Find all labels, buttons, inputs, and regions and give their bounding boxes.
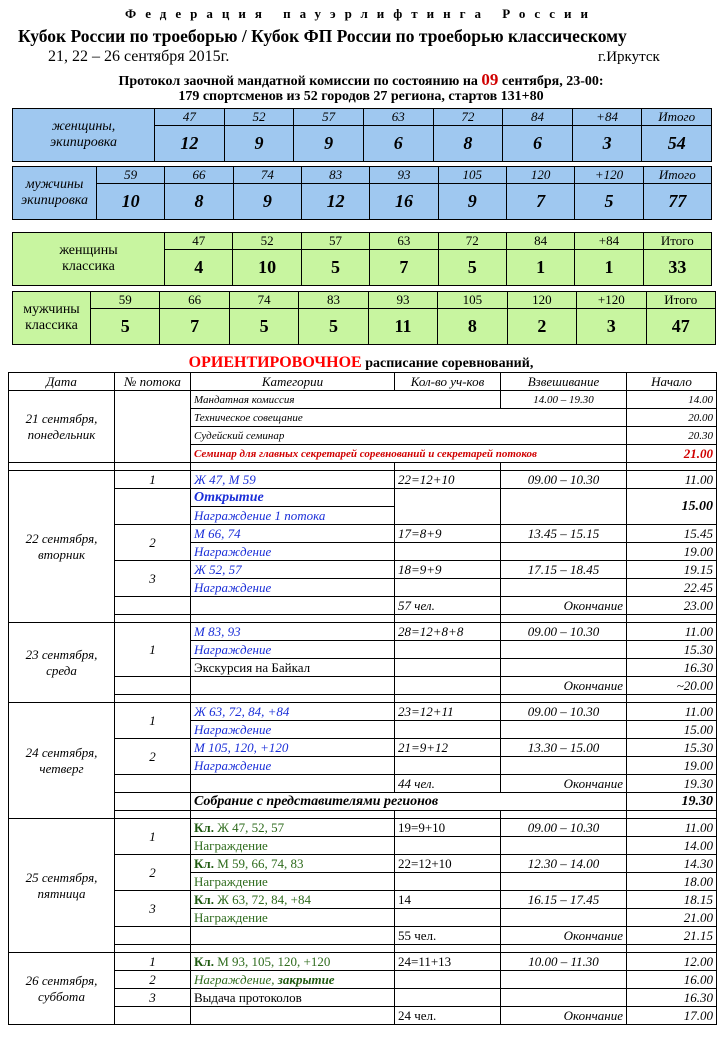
start-cell: 15.30 bbox=[627, 641, 717, 659]
classic-prefix: Кл. bbox=[194, 953, 214, 969]
weight-class: 105 bbox=[438, 167, 506, 184]
start-cell: 19.00 bbox=[627, 543, 717, 561]
table-row bbox=[9, 971, 717, 989]
count-cell bbox=[395, 659, 501, 677]
men-classic-table bbox=[12, 291, 716, 345]
flow-cell bbox=[115, 597, 191, 615]
start-cell: 22.45 bbox=[627, 579, 717, 597]
count-cell: 19=9+10 bbox=[395, 819, 501, 837]
count-cell: 5 bbox=[438, 250, 506, 286]
count-cell bbox=[395, 989, 501, 1007]
flow-cell: 2 bbox=[115, 525, 191, 561]
count-cell: 28=12+8+8 bbox=[395, 623, 501, 641]
flow-cell bbox=[115, 775, 191, 793]
start-cell: 19.00 bbox=[627, 757, 717, 775]
weight-class: 57 bbox=[301, 233, 369, 250]
schedule-heading-red: ОРИЕНТИРОВОЧНОЕ bbox=[188, 354, 362, 371]
women-equipped-label bbox=[13, 109, 155, 162]
category-cell: Техническое совещание bbox=[191, 409, 627, 427]
label-line-1: мужчины bbox=[23, 302, 80, 317]
count-cell: 3 bbox=[572, 126, 642, 162]
table-row bbox=[9, 597, 717, 615]
weight-class: 93 bbox=[370, 167, 438, 184]
weight-class: 74 bbox=[229, 292, 298, 309]
women-classic-label bbox=[13, 233, 165, 286]
men-equipped-label bbox=[13, 167, 97, 220]
table-row bbox=[9, 793, 717, 811]
day-date: 21 сентября, bbox=[25, 410, 98, 426]
category-cell bbox=[191, 677, 395, 695]
flow-cell bbox=[115, 1007, 191, 1025]
count-cell: 22=12+10 bbox=[395, 471, 501, 489]
count-cell: 6 bbox=[363, 126, 433, 162]
start-cell: 20.30 bbox=[627, 427, 717, 445]
day-cell-23 bbox=[9, 623, 115, 703]
category-cell: Награждение bbox=[191, 641, 395, 659]
weighin-cell: 09.00 – 10.30 bbox=[501, 703, 627, 721]
col-start: Начало bbox=[627, 373, 717, 391]
count-cell: 5 bbox=[229, 309, 298, 345]
count-cell: 23=12+11 bbox=[395, 703, 501, 721]
start-cell: 18.00 bbox=[627, 873, 717, 891]
start-cell: 17.00 bbox=[627, 1007, 717, 1025]
category-cell: Собрание с представителями регионов bbox=[191, 793, 627, 811]
category-cell: Ж 47, М 59 bbox=[191, 471, 395, 489]
category-cell: Выдача протоколов bbox=[191, 989, 395, 1007]
weight-class: +84 bbox=[572, 109, 642, 126]
document-title: Кубок России по троеборью / Кубок ФП России по троеборью классическому bbox=[18, 26, 627, 46]
count-cell: 9 bbox=[233, 184, 301, 220]
count-cell bbox=[395, 641, 501, 659]
count-cell: 5 bbox=[91, 309, 160, 345]
table-row bbox=[9, 891, 717, 909]
count-cell: 10 bbox=[233, 250, 301, 286]
start-cell: 11.00 bbox=[627, 703, 717, 721]
women-equipped-table bbox=[12, 108, 712, 162]
col-categories: Категории bbox=[191, 373, 395, 391]
count-cell: 6 bbox=[503, 126, 573, 162]
count-cell: 8 bbox=[165, 184, 233, 220]
table-row bbox=[9, 525, 717, 543]
women-classic-table bbox=[12, 232, 712, 286]
weighin-cell bbox=[501, 757, 627, 775]
start-cell: 19.30 bbox=[627, 775, 717, 793]
count-cell: 7 bbox=[160, 309, 229, 345]
start-cell: ~20.00 bbox=[627, 677, 717, 695]
table-row bbox=[9, 1007, 717, 1025]
weight-class: 72 bbox=[433, 109, 503, 126]
table-row bbox=[9, 561, 717, 579]
count-cell: 5 bbox=[301, 250, 369, 286]
weighin-cell bbox=[501, 641, 627, 659]
category-text: Награждение, bbox=[194, 971, 278, 987]
count-cell bbox=[395, 543, 501, 561]
count-cell: 7 bbox=[370, 250, 438, 286]
weighin-cell: 13.30 – 15.00 bbox=[501, 739, 627, 757]
count-cell bbox=[395, 489, 501, 525]
day-date: 25 сентября, bbox=[25, 869, 98, 885]
flow-cell: 1 bbox=[115, 953, 191, 971]
weighin-cell: Окончание bbox=[501, 1007, 627, 1025]
weighin-cell: 10.00 – 11.30 bbox=[501, 953, 627, 971]
classic-prefix: Кл. bbox=[194, 855, 214, 871]
category-cell bbox=[191, 1007, 395, 1025]
weighin-cell bbox=[501, 837, 627, 855]
category-cell: Награждение 1 потока bbox=[191, 507, 395, 525]
count-cell: 44 чел. bbox=[395, 775, 501, 793]
count-cell: 21=9+12 bbox=[395, 739, 501, 757]
category-text: М 59, 66, 74, 83 bbox=[213, 855, 304, 871]
weight-class: 66 bbox=[160, 292, 229, 309]
event-dates: 21, 22 – 26 сентября 2015г. bbox=[48, 48, 230, 65]
category-text: Ж 63, 72, 84, +84 bbox=[213, 891, 311, 907]
start-cell: 16.00 bbox=[627, 971, 717, 989]
count-cell: 14 bbox=[395, 891, 501, 909]
category-cell bbox=[191, 775, 395, 793]
count-cell bbox=[395, 837, 501, 855]
start-cell: 21.00 bbox=[627, 909, 717, 927]
count-cell: 5 bbox=[575, 184, 643, 220]
flow-cell: 2 bbox=[115, 855, 191, 891]
weighin-cell: 09.00 – 10.30 bbox=[501, 471, 627, 489]
start-cell: 11.00 bbox=[627, 819, 717, 837]
category-text: М 93, 105, 120, +120 bbox=[213, 953, 331, 969]
count-cell: 18=9+9 bbox=[395, 561, 501, 579]
start-cell: 15.00 bbox=[627, 489, 717, 525]
count-total: 77 bbox=[643, 184, 711, 220]
weight-class: 120 bbox=[506, 167, 574, 184]
label-line-2: экипировка bbox=[21, 193, 88, 208]
weighin-cell bbox=[501, 721, 627, 739]
day-weekday: суббота bbox=[38, 988, 85, 1004]
table-row bbox=[9, 677, 717, 695]
weight-class: +120 bbox=[577, 292, 646, 309]
weighin-cell: Окончание bbox=[501, 775, 627, 793]
category-cell: М 105, 120, +120 bbox=[191, 739, 395, 757]
start-cell: 15.45 bbox=[627, 525, 717, 543]
protocol-line bbox=[0, 70, 722, 90]
weight-class: 105 bbox=[438, 292, 507, 309]
weighin-cell bbox=[501, 489, 627, 525]
count-cell: 9 bbox=[224, 126, 294, 162]
men-classic-label bbox=[13, 292, 91, 345]
col-flow: № потока bbox=[115, 373, 191, 391]
start-cell: 21.00 bbox=[627, 445, 717, 463]
start-cell: 16.30 bbox=[627, 659, 717, 677]
weighin-cell bbox=[501, 543, 627, 561]
weight-class: 47 bbox=[155, 109, 225, 126]
table-row bbox=[9, 623, 717, 641]
federation-name: Федерация пауэрлифтинга России bbox=[125, 6, 597, 21]
weight-class: 57 bbox=[294, 109, 364, 126]
table-row bbox=[9, 819, 717, 837]
start-cell: 16.30 bbox=[627, 989, 717, 1007]
flow-cell bbox=[115, 489, 191, 525]
category-cell: Награждение bbox=[191, 873, 395, 891]
weight-class: 52 bbox=[224, 109, 294, 126]
category-cell bbox=[191, 971, 395, 989]
col-date: Дата bbox=[9, 373, 115, 391]
men-equipped-table bbox=[12, 166, 712, 220]
category-cell: Семинар для главных секретарей соревнований и секретарей потоков bbox=[191, 445, 627, 463]
count-cell: 1 bbox=[575, 250, 643, 286]
start-cell: 12.00 bbox=[627, 953, 717, 971]
count-cell bbox=[395, 971, 501, 989]
day-date: 26 сентября, bbox=[25, 972, 98, 988]
count-cell bbox=[395, 873, 501, 891]
day-cell-26 bbox=[9, 953, 115, 1025]
category-cell: М 83, 93 bbox=[191, 623, 395, 641]
table-row bbox=[9, 775, 717, 793]
start-cell: 20.00 bbox=[627, 409, 717, 427]
weighin-cell bbox=[501, 873, 627, 891]
table-row bbox=[9, 471, 717, 489]
weight-class: 59 bbox=[91, 292, 160, 309]
count-cell: 11 bbox=[368, 309, 437, 345]
weight-class: +84 bbox=[575, 233, 643, 250]
weight-class: 72 bbox=[438, 233, 506, 250]
table-row bbox=[9, 855, 717, 873]
start-cell: 14.00 bbox=[627, 837, 717, 855]
count-total: 54 bbox=[642, 126, 712, 162]
weight-class: 52 bbox=[233, 233, 301, 250]
weighin-cell: 09.00 – 10.30 bbox=[501, 623, 627, 641]
count-cell: 4 bbox=[165, 250, 233, 286]
weighin-cell bbox=[501, 579, 627, 597]
label-line-2: классика bbox=[62, 259, 115, 274]
start-cell: 14.30 bbox=[627, 855, 717, 873]
count-cell: 24=11+13 bbox=[395, 953, 501, 971]
weight-class: 120 bbox=[507, 292, 576, 309]
weighin-cell: Окончание bbox=[501, 927, 627, 945]
weight-class-total: Итого bbox=[642, 109, 712, 126]
flow-cell: 2 bbox=[115, 971, 191, 989]
weighin-cell bbox=[501, 909, 627, 927]
label-line-1: мужчины bbox=[25, 177, 84, 192]
weighin-cell: 09.00 – 10.30 bbox=[501, 819, 627, 837]
col-weighin: Взвешивание bbox=[501, 373, 627, 391]
weighin-cell: 17.15 – 18.45 bbox=[501, 561, 627, 579]
weighin-cell: 14.00 – 19.30 bbox=[501, 391, 627, 409]
category-cell bbox=[191, 891, 395, 909]
table-row bbox=[9, 703, 717, 721]
count-cell: 17=8+9 bbox=[395, 525, 501, 543]
category-cell: Экскурсия на Байкал bbox=[191, 659, 395, 677]
start-cell: 11.00 bbox=[627, 471, 717, 489]
count-cell bbox=[395, 757, 501, 775]
flow-cell: 3 bbox=[115, 891, 191, 927]
flow-cell: 2 bbox=[115, 739, 191, 775]
table-row bbox=[9, 989, 717, 1007]
count-cell: 7 bbox=[506, 184, 574, 220]
protocol-suffix: сентября, 23-00: bbox=[498, 74, 604, 89]
day-weekday: понедельник bbox=[27, 426, 96, 442]
count-cell: 24 чел. bbox=[395, 1007, 501, 1025]
category-cell: Награждение bbox=[191, 837, 395, 855]
start-cell: 18.15 bbox=[627, 891, 717, 909]
count-cell: 10 bbox=[97, 184, 165, 220]
weight-class: 59 bbox=[97, 167, 165, 184]
weight-class: 93 bbox=[368, 292, 437, 309]
category-cell bbox=[191, 927, 395, 945]
flow-cell: 1 bbox=[115, 623, 191, 677]
weight-class: 84 bbox=[506, 233, 574, 250]
category-cell: Судейский семинар bbox=[191, 427, 627, 445]
event-city: г.Иркутск bbox=[598, 49, 660, 65]
label-line-2: экипировка bbox=[50, 135, 117, 150]
flow-cell: 1 bbox=[115, 819, 191, 855]
category-cell: Награждение bbox=[191, 757, 395, 775]
category-cell: Ж 63, 72, 84, +84 bbox=[191, 703, 395, 721]
count-cell: 16 bbox=[370, 184, 438, 220]
day-weekday: пятница bbox=[37, 885, 86, 901]
schedule-heading bbox=[0, 354, 722, 372]
count-cell: 22=12+10 bbox=[395, 855, 501, 873]
classic-prefix: Кл. bbox=[194, 891, 214, 907]
col-count: Кол-во уч-ков bbox=[395, 373, 501, 391]
category-cell: Награждение bbox=[191, 579, 395, 597]
protocol-prefix: Протокол заочной мандатной комиссии по состоянию на bbox=[118, 74, 482, 89]
count-cell: 55 чел. bbox=[395, 927, 501, 945]
weighin-cell bbox=[501, 659, 627, 677]
weight-class-total: Итого bbox=[643, 233, 711, 250]
count-total: 33 bbox=[643, 250, 711, 286]
day-date: 23 сентября, bbox=[25, 646, 98, 662]
category-cell: М 66, 74 bbox=[191, 525, 395, 543]
day-date: 22 сентября, bbox=[25, 530, 98, 546]
weighin-cell bbox=[501, 989, 627, 1007]
count-cell bbox=[395, 677, 501, 695]
start-cell: 23.00 bbox=[627, 597, 717, 615]
start-cell: 19.30 bbox=[627, 793, 717, 811]
category-text: Ж 47, 52, 57 bbox=[213, 819, 285, 835]
table-row bbox=[9, 489, 717, 507]
start-cell: 19.15 bbox=[627, 561, 717, 579]
stats-line: 179 спортсменов из 52 городов 27 региона, стартов 131+80 bbox=[178, 89, 544, 104]
count-cell: 12 bbox=[301, 184, 369, 220]
category-cell: Награждение bbox=[191, 721, 395, 739]
day-cell-25 bbox=[9, 819, 115, 953]
label-line-1: женщины, bbox=[51, 119, 116, 134]
category-cell bbox=[191, 597, 395, 615]
flow-cell: 1 bbox=[115, 471, 191, 489]
category-cell bbox=[191, 855, 395, 873]
table-row bbox=[9, 739, 717, 757]
count-cell: 9 bbox=[438, 184, 506, 220]
count-cell: 57 чел. bbox=[395, 597, 501, 615]
table-row bbox=[9, 927, 717, 945]
day-weekday: среда bbox=[46, 662, 77, 678]
table-row bbox=[9, 391, 717, 409]
table-row bbox=[9, 953, 717, 971]
flow-cell: 3 bbox=[115, 989, 191, 1007]
count-cell: 1 bbox=[506, 250, 574, 286]
start-cell: 15.00 bbox=[627, 721, 717, 739]
flow-cell bbox=[115, 677, 191, 695]
weight-class: 84 bbox=[503, 109, 573, 126]
weighin-cell: 13.45 – 15.15 bbox=[501, 525, 627, 543]
weight-class: 47 bbox=[165, 233, 233, 250]
category-cell: Открытие bbox=[191, 489, 395, 507]
count-cell: 2 bbox=[507, 309, 576, 345]
weight-class: 83 bbox=[299, 292, 368, 309]
weight-class: 83 bbox=[301, 167, 369, 184]
weight-class: 63 bbox=[363, 109, 433, 126]
count-total: 47 bbox=[646, 309, 716, 345]
weighin-cell: Окончание bbox=[501, 677, 627, 695]
day-cell-21 bbox=[9, 391, 115, 463]
count-cell: 5 bbox=[299, 309, 368, 345]
weighin-cell: 12.30 – 14.00 bbox=[501, 855, 627, 873]
category-cell bbox=[191, 819, 395, 837]
category-cell bbox=[191, 953, 395, 971]
flow-cell: 1 bbox=[115, 703, 191, 739]
weighin-cell: 16.15 – 17.45 bbox=[501, 891, 627, 909]
schedule-heading-rest: расписание соревнований, bbox=[361, 356, 534, 371]
flow-cell bbox=[115, 927, 191, 945]
count-cell bbox=[395, 579, 501, 597]
category-cell: Мандатная комиссия bbox=[191, 391, 501, 409]
day-date: 24 сентября, bbox=[25, 744, 98, 760]
count-cell: 8 bbox=[433, 126, 503, 162]
count-cell: 9 bbox=[294, 126, 364, 162]
start-cell: 15.30 bbox=[627, 739, 717, 757]
flow-cell bbox=[115, 391, 191, 463]
weighin-cell: Окончание bbox=[501, 597, 627, 615]
count-cell: 3 bbox=[577, 309, 646, 345]
protocol-day: 09 bbox=[481, 70, 499, 89]
category-cell: Награждение bbox=[191, 543, 395, 561]
day-weekday: четверг bbox=[39, 760, 84, 776]
count-cell: 12 bbox=[155, 126, 225, 162]
label-line-1: женщины bbox=[59, 243, 118, 258]
label-line-2: классика bbox=[25, 318, 78, 333]
closing-label: закрытие bbox=[277, 971, 335, 987]
count-cell bbox=[395, 909, 501, 927]
weight-class: 74 bbox=[233, 167, 301, 184]
count-cell: 8 bbox=[438, 309, 507, 345]
weight-class: 66 bbox=[165, 167, 233, 184]
weight-class: +120 bbox=[575, 167, 643, 184]
flow-cell: 3 bbox=[115, 561, 191, 597]
day-cell-22 bbox=[9, 471, 115, 623]
category-cell: Ж 52, 57 bbox=[191, 561, 395, 579]
day-cell-24 bbox=[9, 703, 115, 819]
weight-class-total: Итого bbox=[646, 292, 716, 309]
classic-prefix: Кл. bbox=[194, 819, 214, 835]
category-cell: Награждение bbox=[191, 909, 395, 927]
weighin-cell bbox=[501, 971, 627, 989]
schedule-table bbox=[8, 372, 717, 1025]
start-cell: 14.00 bbox=[627, 391, 717, 409]
start-cell: 21.15 bbox=[627, 927, 717, 945]
day-weekday: вторник bbox=[37, 546, 86, 562]
flow-cell bbox=[115, 793, 191, 811]
start-cell: 11.00 bbox=[627, 623, 717, 641]
weight-class-total: Итого bbox=[643, 167, 711, 184]
count-cell bbox=[395, 721, 501, 739]
weight-class: 63 bbox=[370, 233, 438, 250]
